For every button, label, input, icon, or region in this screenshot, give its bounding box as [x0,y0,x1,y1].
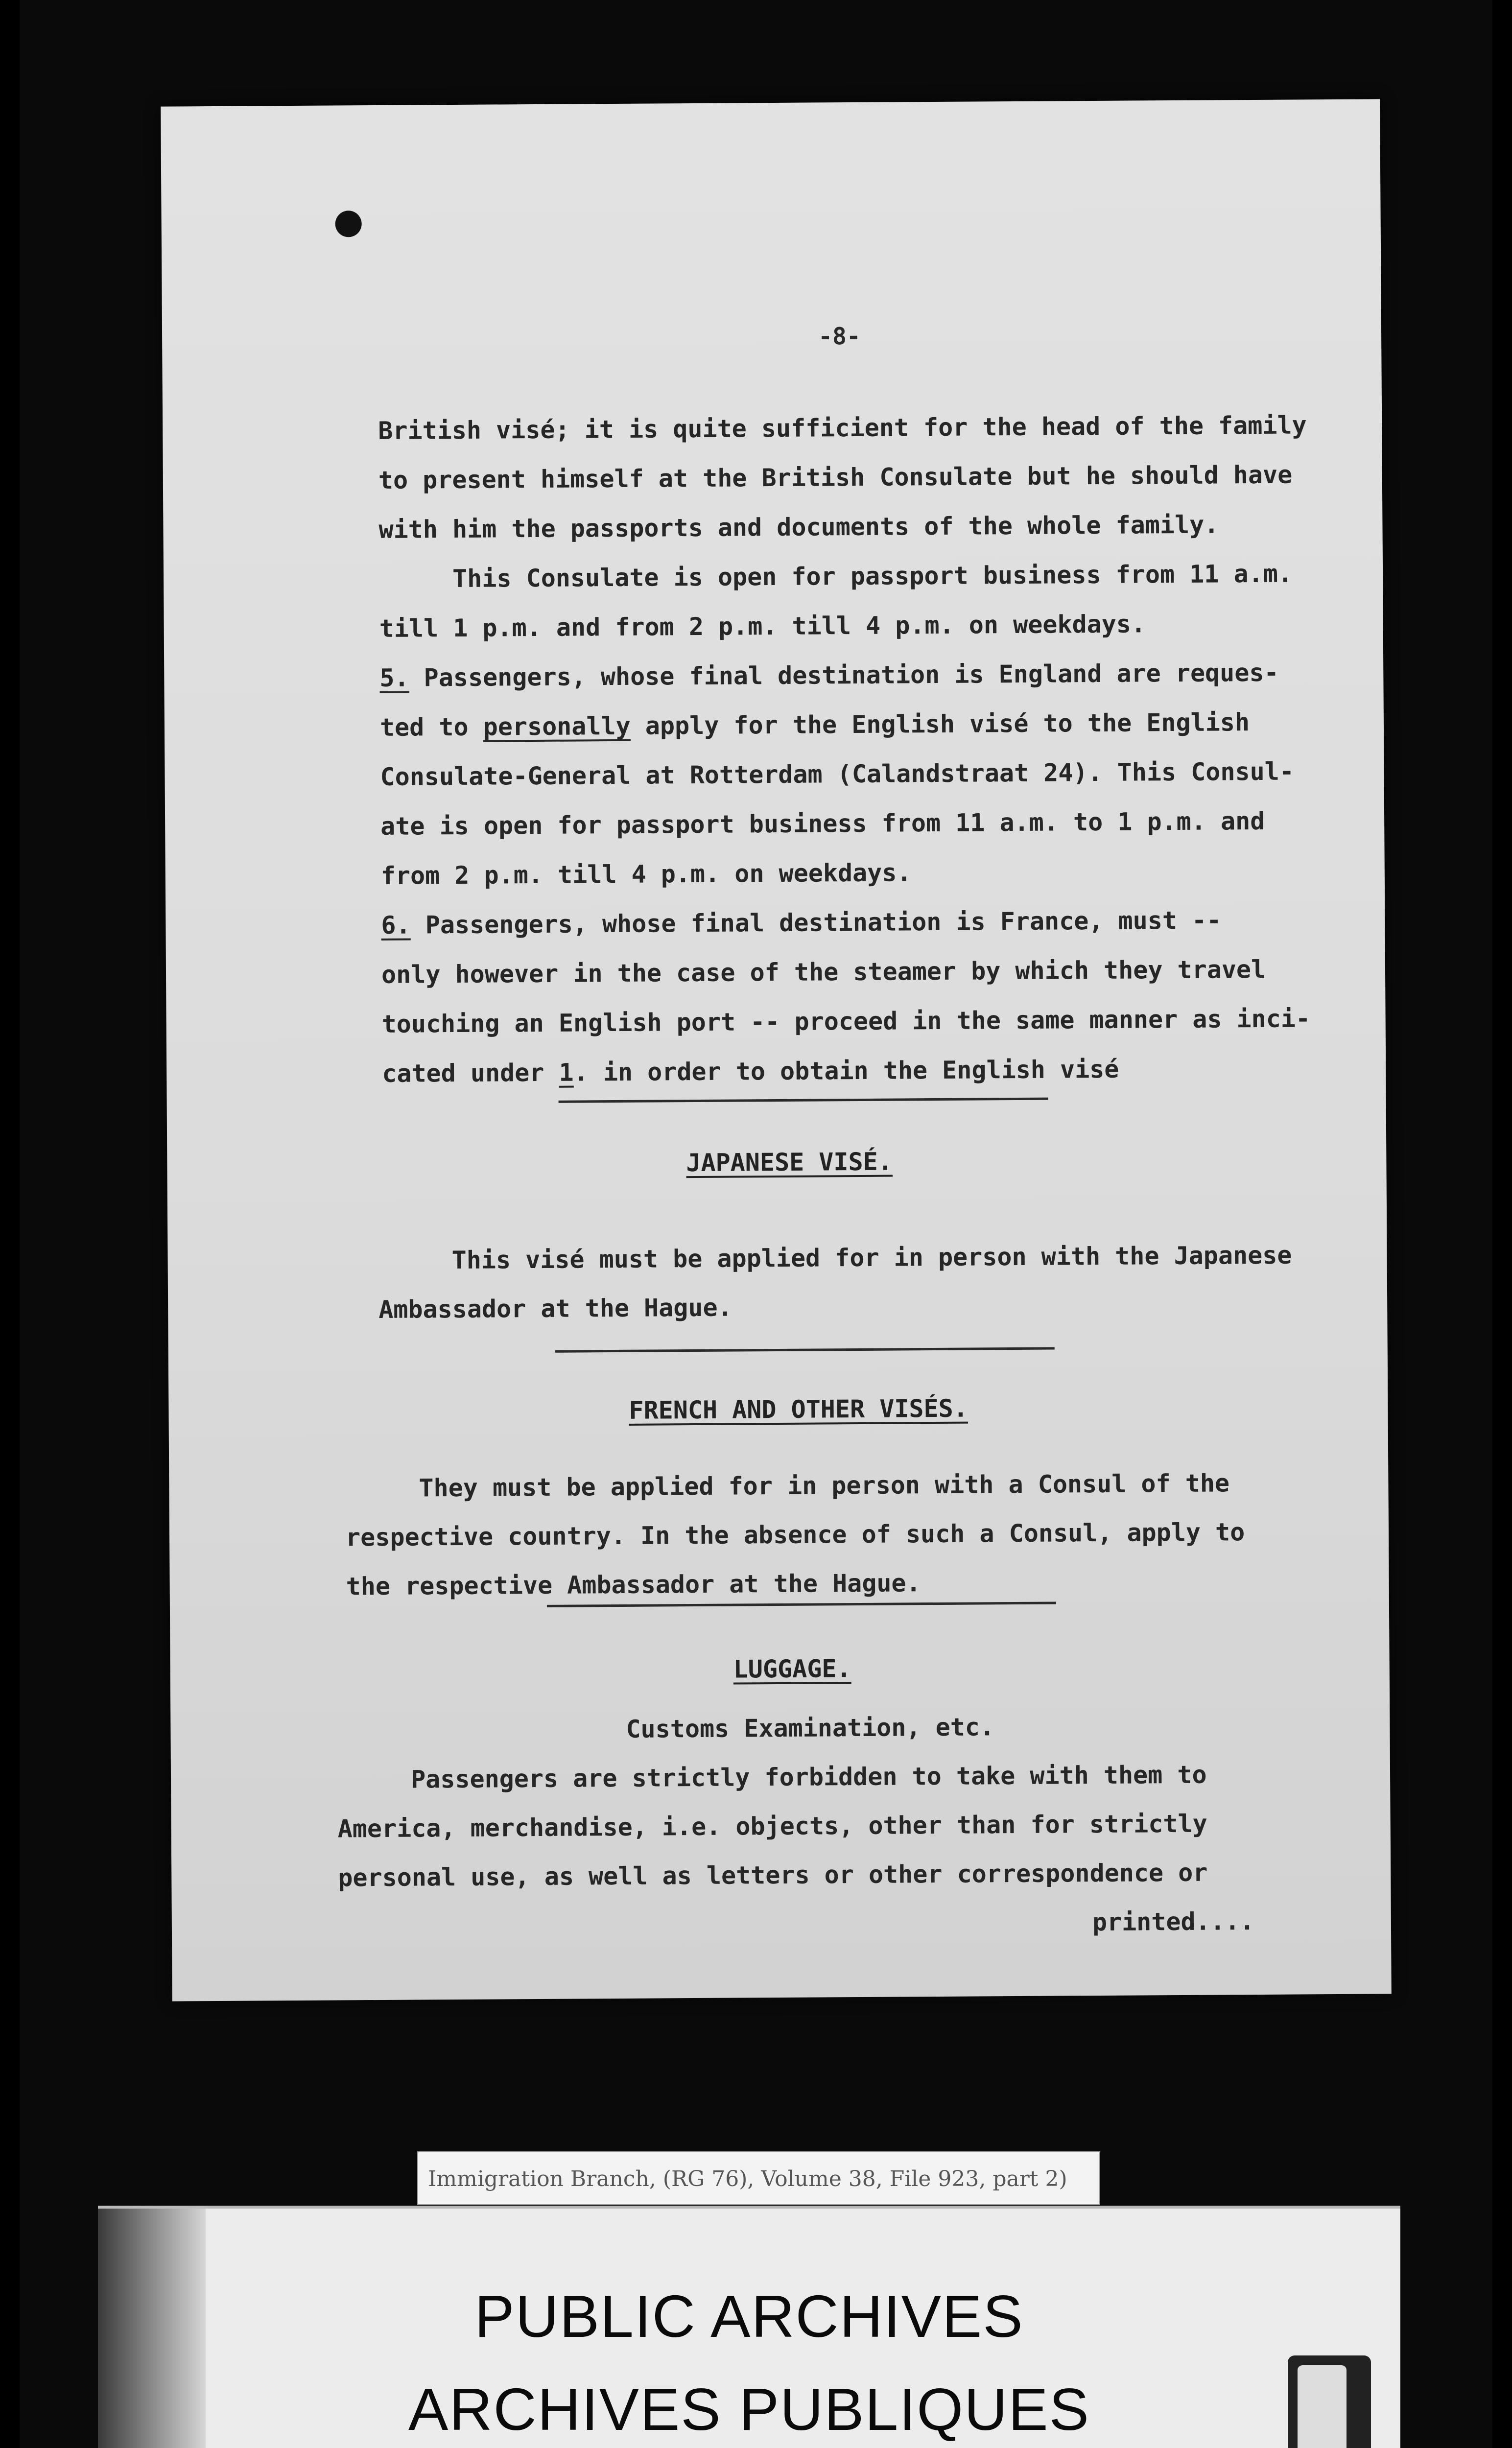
body-line: to present himself at the British Consulate but he should have [378,460,1293,494]
section-number-5: 5. [379,663,409,692]
divider-rule [555,1347,1055,1353]
film-frame-left [0,0,20,2448]
body-line: This Consulate is open for passport business from 11 a.m. [452,559,1293,593]
body-text-span: cated under [382,1058,544,1088]
french-vise-heading: FRENCH AND OTHER VISÉS. [629,1394,969,1425]
body-line: ate is open for passport business from 11 a.m. to 1 p.m. and [380,806,1265,841]
reference-1: 1 [559,1058,574,1087]
body-line: only however in the case of the steamer by which they travel [381,955,1266,989]
emphasis-personally: personally [483,711,631,741]
paragraph-line: This visé must be applied for in person with the Japanese [451,1241,1292,1275]
body-line: till 1 p.m. and from 2 p.m. till 4 p.m. on weekdays. [379,610,1146,643]
luggage-subheading: Customs Examination, etc. [626,1713,995,1743]
japanese-vise-paragraph [378,1231,1292,1334]
body-text [378,400,1313,1099]
paragraph-line: respective country. In the absence of such a Consul, apply to [345,1518,1245,1552]
body-text-span: apply for the English visé to the English [645,708,1250,740]
section-number-6: 6. [381,911,411,940]
divider-rule [559,1098,1048,1103]
japanese-vise-heading: JAPANESE VISÉ. [686,1147,893,1177]
body-line: Passengers, whose final destination is England are reques- [424,658,1279,692]
paragraph-line: They must be applied for in person with a Consul of the [419,1469,1230,1503]
body-line-personally [380,697,1311,753]
body-line: Consulate-General at Rotterdam (Calandstraat 24). This Consul- [380,757,1295,791]
paragraph-line: America, merchandise, i.e. objects, other than for strictly [337,1809,1207,1843]
body-line: British visé; it is quite sufficient for the head of the family [378,411,1307,445]
stamp-line-archives-publiques: ARCHIVES PUBLIQUES [408,2376,1090,2443]
body-line: with him the passports and documents of the whole family. [378,510,1219,544]
paragraph-line: Ambassador at the Hague. [378,1293,732,1324]
body-line: touching an English port -- proceed in the same manner as inci- [381,1004,1311,1038]
section-5-line [379,648,1310,703]
body-line: Passengers, whose final destination is France, must -- [425,906,1222,940]
archive-reference-label: Immigration Branch, (RG 76), Volume 38, File 923, part 2) [417,2151,1100,2205]
stamp-line-public-archives: PUBLIC ARCHIVES [474,2283,1024,2350]
body-line-ref [382,1043,1313,1099]
body-text-span: . in order to obtain the English visé [573,1055,1119,1087]
luggage-paragraph [337,1750,1255,1951]
document-page [161,99,1392,2001]
punch-hole [335,211,362,237]
french-vise-paragraph [345,1459,1245,1611]
paragraph-line: printed.... [1092,1907,1255,1937]
page-number: -8- [818,322,861,351]
luggage-heading: LUGGAGE. [733,1654,851,1684]
paragraph-line: Passengers are strictly forbidden to take with them to [410,1760,1207,1794]
film-frame-right [1492,0,1512,2448]
body-line: from 2 p.m. till 4 p.m. on weekdays. [380,858,912,890]
paragraph-line: personal use, as well as letters or other correspondence or [338,1858,1208,1892]
archives-stamp [98,2206,1400,2448]
section-6-line [381,895,1312,950]
body-text-span: ted to [379,712,469,742]
paragraph-line: the respective Ambassador at the Hague. [346,1569,921,1601]
